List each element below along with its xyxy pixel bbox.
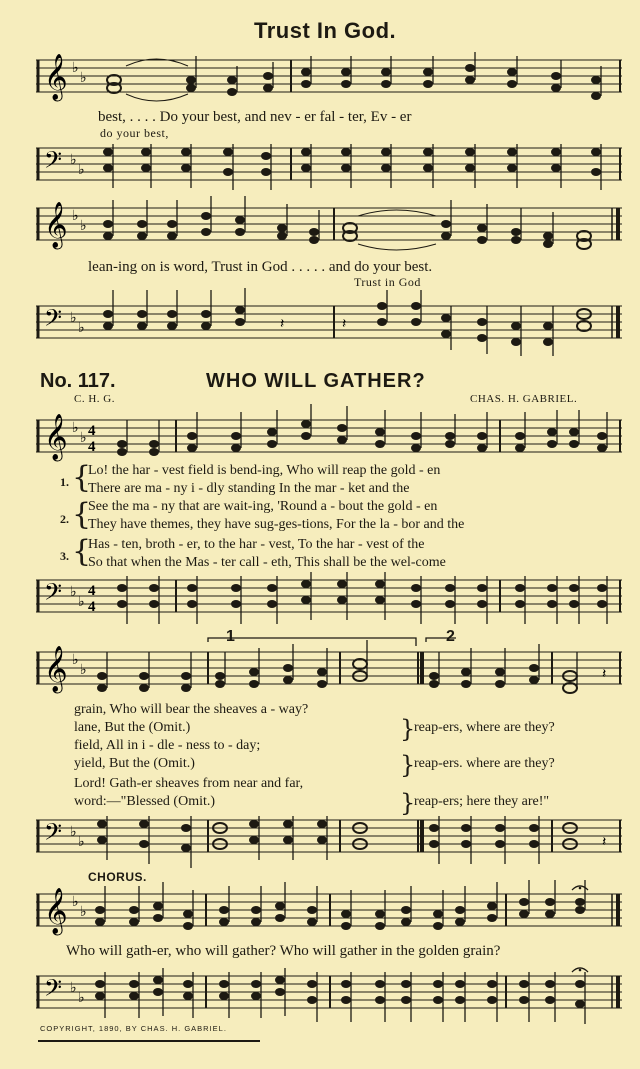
treble-staff-1 <box>36 52 622 112</box>
svg-text:♭: ♭ <box>80 431 87 446</box>
svg-text:𝄢: 𝄢 <box>44 818 63 851</box>
lyrics-line: reap-ers; here they are!" <box>414 794 550 809</box>
svg-text:𝄞: 𝄞 <box>44 54 68 100</box>
lyrics-line: lane, But the (Omit.) <box>74 720 191 735</box>
svg-text:𝄞: 𝄞 <box>44 202 68 248</box>
svg-text:♭: ♭ <box>72 61 79 76</box>
lyrics-line: yield, But the (Omit.) <box>74 756 195 771</box>
first-ending-number: 1 <box>226 628 235 645</box>
svg-text:♭: ♭ <box>80 905 87 920</box>
svg-text:𝄞: 𝄞 <box>44 646 68 692</box>
lyricist-credit: C. H. G. <box>74 393 115 405</box>
lyrics-line: So that when the Mas - ter call - eth, This shall be the wel-come <box>88 555 446 570</box>
svg-text:♭: ♭ <box>70 311 77 326</box>
hymn-number: No. 117. <box>40 370 116 392</box>
svg-text:♭: ♭ <box>78 321 85 336</box>
lyrics-line: See the ma - ny that are wait-ing, 'Round a - bout the gold - en <box>88 499 438 514</box>
chorus-label: CHORUS. <box>88 870 147 884</box>
treble-staff-3 <box>36 410 622 470</box>
footer-rule <box>38 1040 260 1042</box>
lyrics-line: They have themes, they have sug-ges-tions, For the la - bor and the <box>88 517 465 532</box>
lyrics-line: grain, Who will bear the sheaves a - way? <box>74 702 309 717</box>
svg-text:𝄞: 𝄞 <box>44 414 68 460</box>
hymn-title: Trust In God. <box>254 18 397 43</box>
verse-brace: { <box>72 497 92 532</box>
verse-brace: } <box>400 751 416 779</box>
svg-text:𝄽: 𝄽 <box>342 317 347 332</box>
lyrics-line: reap-ers. where are they? <box>414 756 555 771</box>
svg-text:𝄢: 𝄢 <box>44 974 63 1007</box>
lyrics-line: There are ma - ny i - dly standing In the mar - ket and the <box>88 481 410 496</box>
svg-text:♭: ♭ <box>70 585 77 600</box>
time-signature-top: 4 <box>88 423 96 439</box>
lyrics-line: word:—"Blessed (Omit.) <box>74 794 216 809</box>
bass-staff-1 <box>36 140 622 195</box>
bass-staff-4 <box>36 812 622 872</box>
svg-text:𝄽: 𝄽 <box>602 835 607 850</box>
verse-number: 2. <box>60 512 69 526</box>
svg-text:4: 4 <box>88 583 96 599</box>
verse-brace: { <box>72 534 92 569</box>
treble-staff-2 <box>36 200 622 260</box>
lyrics-line: Lord! Gath-er sheaves from near and far, <box>74 776 304 791</box>
composer-credit: CHAS. H. GABRIEL. <box>470 393 578 405</box>
lyrics-line: reap-ers, where are they? <box>414 720 555 735</box>
svg-text:4: 4 <box>88 599 96 615</box>
svg-text:♭: ♭ <box>72 653 79 668</box>
bass-staff-3 <box>36 572 622 632</box>
svg-text:♭: ♭ <box>80 663 87 678</box>
svg-text:♭: ♭ <box>70 981 77 996</box>
lyrics-line: lean-ing on is word, Trust in God . . . . . and do your best. <box>88 259 433 275</box>
svg-text:𝄽: 𝄽 <box>602 667 607 682</box>
svg-text:♭: ♭ <box>72 421 79 436</box>
svg-text:♭: ♭ <box>78 595 85 610</box>
svg-text:♭: ♭ <box>72 895 79 910</box>
svg-text:♭: ♭ <box>72 209 79 224</box>
chorus-lyrics: Who will gath-er, who will gather? Who will gather in the golden grain? <box>66 943 501 959</box>
time-signature-bottom: 4 <box>88 439 96 455</box>
hymn-title: WHO WILL GATHER? <box>206 370 426 392</box>
svg-text:𝄽: 𝄽 <box>280 317 285 332</box>
svg-text:♭: ♭ <box>78 991 85 1006</box>
svg-text:𝄞: 𝄞 <box>44 888 68 934</box>
bass-staff-5 <box>36 966 622 1026</box>
treble-staff-4 <box>36 638 622 698</box>
svg-text:♭: ♭ <box>78 835 85 850</box>
lyrics-line: best, . . . . Do your best, and nev - er fal - ter, Ev - er <box>98 109 412 125</box>
verse-number: 3. <box>60 549 69 563</box>
svg-text:♭: ♭ <box>80 219 87 234</box>
svg-text:♭: ♭ <box>70 153 77 168</box>
verse-brace: } <box>400 715 416 743</box>
treble-staff-5 <box>36 880 622 940</box>
verse-number: 1. <box>60 475 69 489</box>
lyrics-line: do your best, <box>100 126 169 140</box>
svg-text:♭: ♭ <box>80 71 87 86</box>
svg-text:𝄢: 𝄢 <box>44 304 63 337</box>
lyrics-line: Has - ten, broth - er, to the har - vest, To the har - vest of the <box>88 537 425 552</box>
verse-brace: { <box>72 460 92 495</box>
lyrics-line: field, All in i - dle - ness to - day; <box>74 738 261 753</box>
bass-staff-2 <box>36 298 622 358</box>
svg-text:𝄢: 𝄢 <box>44 146 63 179</box>
copyright-notice: COPYRIGHT, 1890, BY CHAS. H. GABRIEL. <box>40 1024 227 1033</box>
svg-text:♭: ♭ <box>78 163 85 178</box>
verse-brace: } <box>400 789 416 817</box>
lyrics-line: Trust in God <box>354 275 421 289</box>
svg-text:𝄢: 𝄢 <box>44 578 63 611</box>
svg-text:♭: ♭ <box>70 825 77 840</box>
lyrics-line: Lo! the har - vest field is bend-ing, Who will reap the gold - en <box>88 463 441 478</box>
second-ending-number: 2 <box>446 628 455 645</box>
